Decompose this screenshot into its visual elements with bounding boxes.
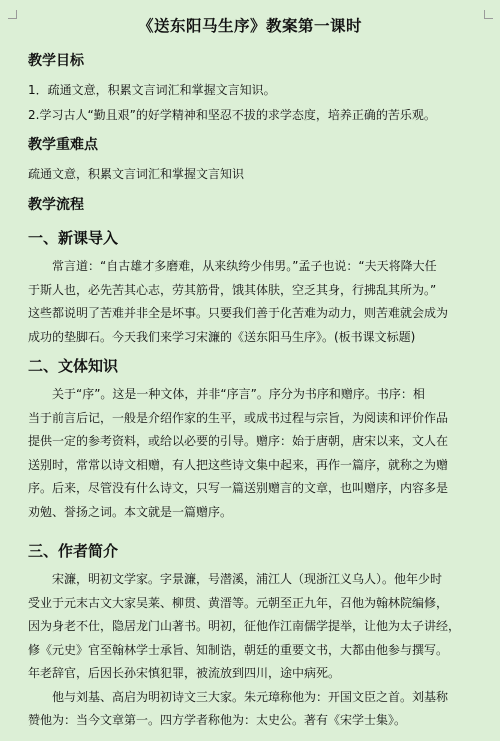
key-points-text: 疏通文意，积累文言词汇和掌握文言知识 [28,167,245,181]
text-line: 受业于元末古文大家吴莱、柳贯、黄溍等。元朝至正九年，召他为翰林院编修， [28,595,449,610]
process-heading: 教学流程 [28,197,84,213]
text-line: 常言道：“自古雄才多磨难，从来纨绔少伟男。”孟子也说：“夫天将降大任 [52,259,437,273]
text-line: 提供一定的参考资料，或给以必要的引导。赠序：始于唐朝，唐宋以来，文人在 [28,434,449,448]
section-heading: 三、作者简介 [28,542,119,560]
key-points-heading: 教学重难点 [28,137,98,153]
text-line: 于斯人也，必先苦其心志，劳其筋骨，饿其体肤，空乏其身，行拂乱其所为。” [28,282,437,297]
section-paragraph [28,383,472,524]
objective-item: 1．疏通文意，积累文言词汇和掌握文言知识。 [28,83,276,97]
text-line: 劝勉、誉扬之词。本文就是一篇赠序。 [28,504,233,519]
section-heading: 一、新课导入 [28,229,119,247]
text-line: 修《元史》官至翰林学士承旨、知制诰，朝廷的重要文书，大都由他参与撰写。 [28,642,449,657]
text-line: 当于前言后记，一般是介绍作家的生平，或成书过程与宗旨，为阅读和评价作品 [28,410,449,425]
objective-item: 2.学习古人“勤且艰”的好学精神和坚忍不拔的求学态度，培养正确的苦乐观。 [28,108,436,122]
text-line: 他与刘基、高启为明初诗文三大家。朱元璋称他为：开国文臣之首。刘基称 [52,689,449,704]
section-paragraph [28,568,472,733]
objectives-heading: 教学目标 [28,53,84,69]
text-line: 成功的垫脚石。今天我们来学习宋濂的《送东阳马生序》。(板书课文标题) [28,329,416,344]
text-line: 关于“序”。这是一种文体，并非“序言”。序分为书序和赠序。书序：相 [52,387,425,401]
text-line: 宋濂，明初文学家。字景濂，号潜溪，浦江人（现浙江义乌人）。他年少时 [52,572,443,586]
text-line: 年老辞官，后因长孙宋慎犯罪，被流放到四川，途中病死。 [28,666,341,680]
text-line: 序。后来，尽管没有什么诗文，只写一篇送别赠言的文章，也叫赠序，内容多是 [28,481,449,495]
text-line: 送别时，常常以诗文相赠，有人把这些诗文集中起来，再作一篇序，就称之为赠 [28,457,449,472]
text-line: 这些都说明了苦难并非全是坏事。只要我们善于化苦难为动力，则苦难就会成为 [28,306,449,320]
text-line: 赞他为：当今文章第一。四方学者称他为：太史公。著有《宋学士集》。 [28,713,407,727]
section-heading: 二、文体知识 [28,357,119,375]
section-paragraph [28,255,472,349]
document-title: 《送东阳马生序》教案第一课时 [137,17,362,35]
text-line: 因为身老不仕，隐居龙门山著书。明初，征他作江南儒学提举，让他为太子讲经， [28,619,461,633]
